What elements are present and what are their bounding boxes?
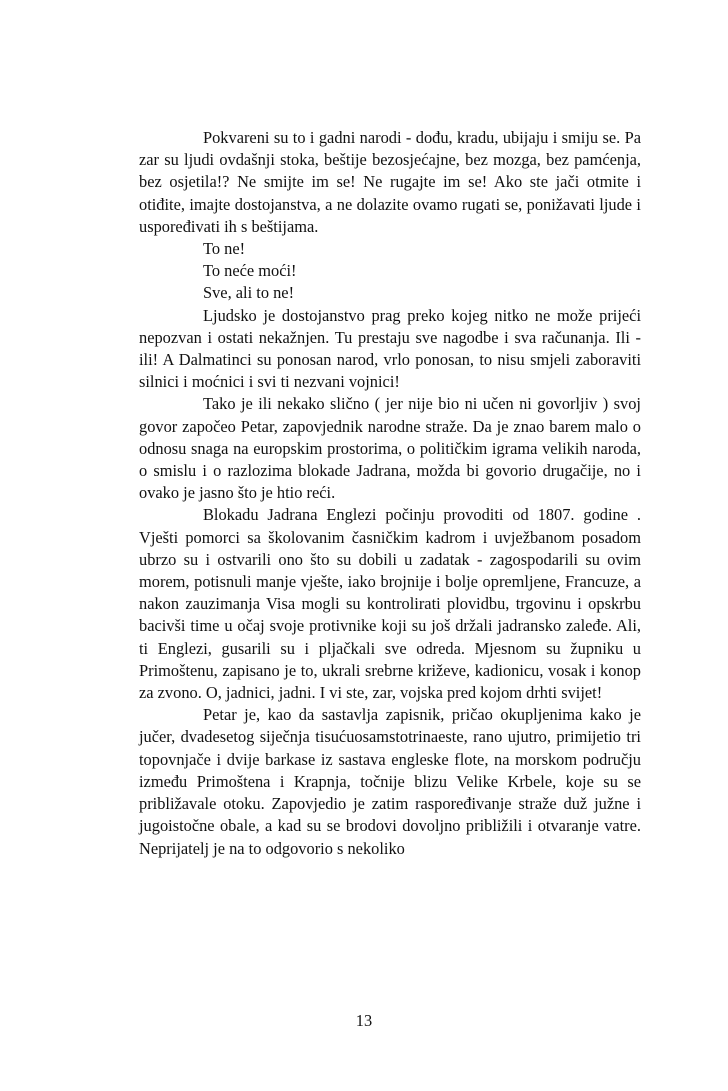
paragraph-1: Pokvareni su to i gadni narodi - dođu, kradu, ubijaju i smiju se. Pa zar su ljudi ovdašnji stoka, beštije bezosjećajne, bez mozga, bez pamćenja, bez osjetila!? Ne smijte im se! Ne rugajte im se! Ako ste jači otmite i otiđite, imajte dostojanstva, a ne dolazite ovamo rugati se, ponižavati ljude i uspoređivati ih s beštijama. <box>139 128 641 236</box>
paragraph-5: Ljudsko je dostojanstvo prag preko kojeg nitko ne može prijeći nepozvan i ostati nekažnjen. Tu prestaju sve nagodbe i sva računanja. Ili - ili! A Dalmatinci su ponosan narod, vrlo ponosan, to nisu smjeli zaboraviti silnici i moćnici i svi ti nezvani vojnici! <box>139 305 641 392</box>
paragraph-7: Blokadu Jadrana Englezi počinju provoditi od 1807. godine . Vješti pomorci sa školovanim časničkim kadrom i uvježbanom posadom ubrzo su i ostvarili ono što su dobili u zadatak - zagospodarili su ovim morem, potisnuli manje vješte, iako brojnije i bolje opremljene, Francuze, a nakon zauzimanja Visa mogli su kontrolirati plovidbu, trgovinu i opskrbu bacivši time u očaj svoje protivnike koji su još držali jadransko zaleđe. Ali, ti Englezi, gusarili su i pljačkali sve odreda. Mjesnom su župniku u Primoštenu, zapisano je to, ukrali srebrne križeve, kadionicu, vosak i konop za zvono. O, jadnici, jadni. I vi ste, zar, vojska pred kojom drhti svijet! <box>139 505 641 703</box>
paragraph-3: To neće moći! <box>203 261 297 281</box>
paragraph-2: To ne! <box>203 239 246 259</box>
paragraph-4: Sve, ali to ne! <box>203 283 295 303</box>
body-text <box>139 127 641 860</box>
paragraph-8: Petar je, kao da sastavlja zapisnik, pričao okupljenima kako je jučer, dvadesetog siječnja tisućuosamstotrinaeste, rano ujutro, primijetio tri topovnjače i dvije barkase iz sastava engleske flote, na morskom području između Primoštena i Krapnja, točnije blizu Velike Krbele, koje su se približavale otoku. Zapovjedio je zatim raspoređivanje straže duž južne i jugoistočne obale, a kad su se brodovi dovoljno približili i otvaranje vatre. Neprijatelj je na to odgovorio s nekoliko <box>139 705 641 858</box>
paragraph-6: Tako je ili nekako slično ( jer nije bio ni učen ni govorljiv ) svoj govor započeo Petar, zapovjednik narodne straže. Da je znao barem malo o odnosu snaga na europskim prostorima, o političkim igrama velikih naroda, o smislu i o razlozima blokade Jadrana, možda bi govorio drugačije, no i ovako je jasno što je htio reći. <box>139 394 641 503</box>
page-number: 13 <box>355 1011 373 1030</box>
